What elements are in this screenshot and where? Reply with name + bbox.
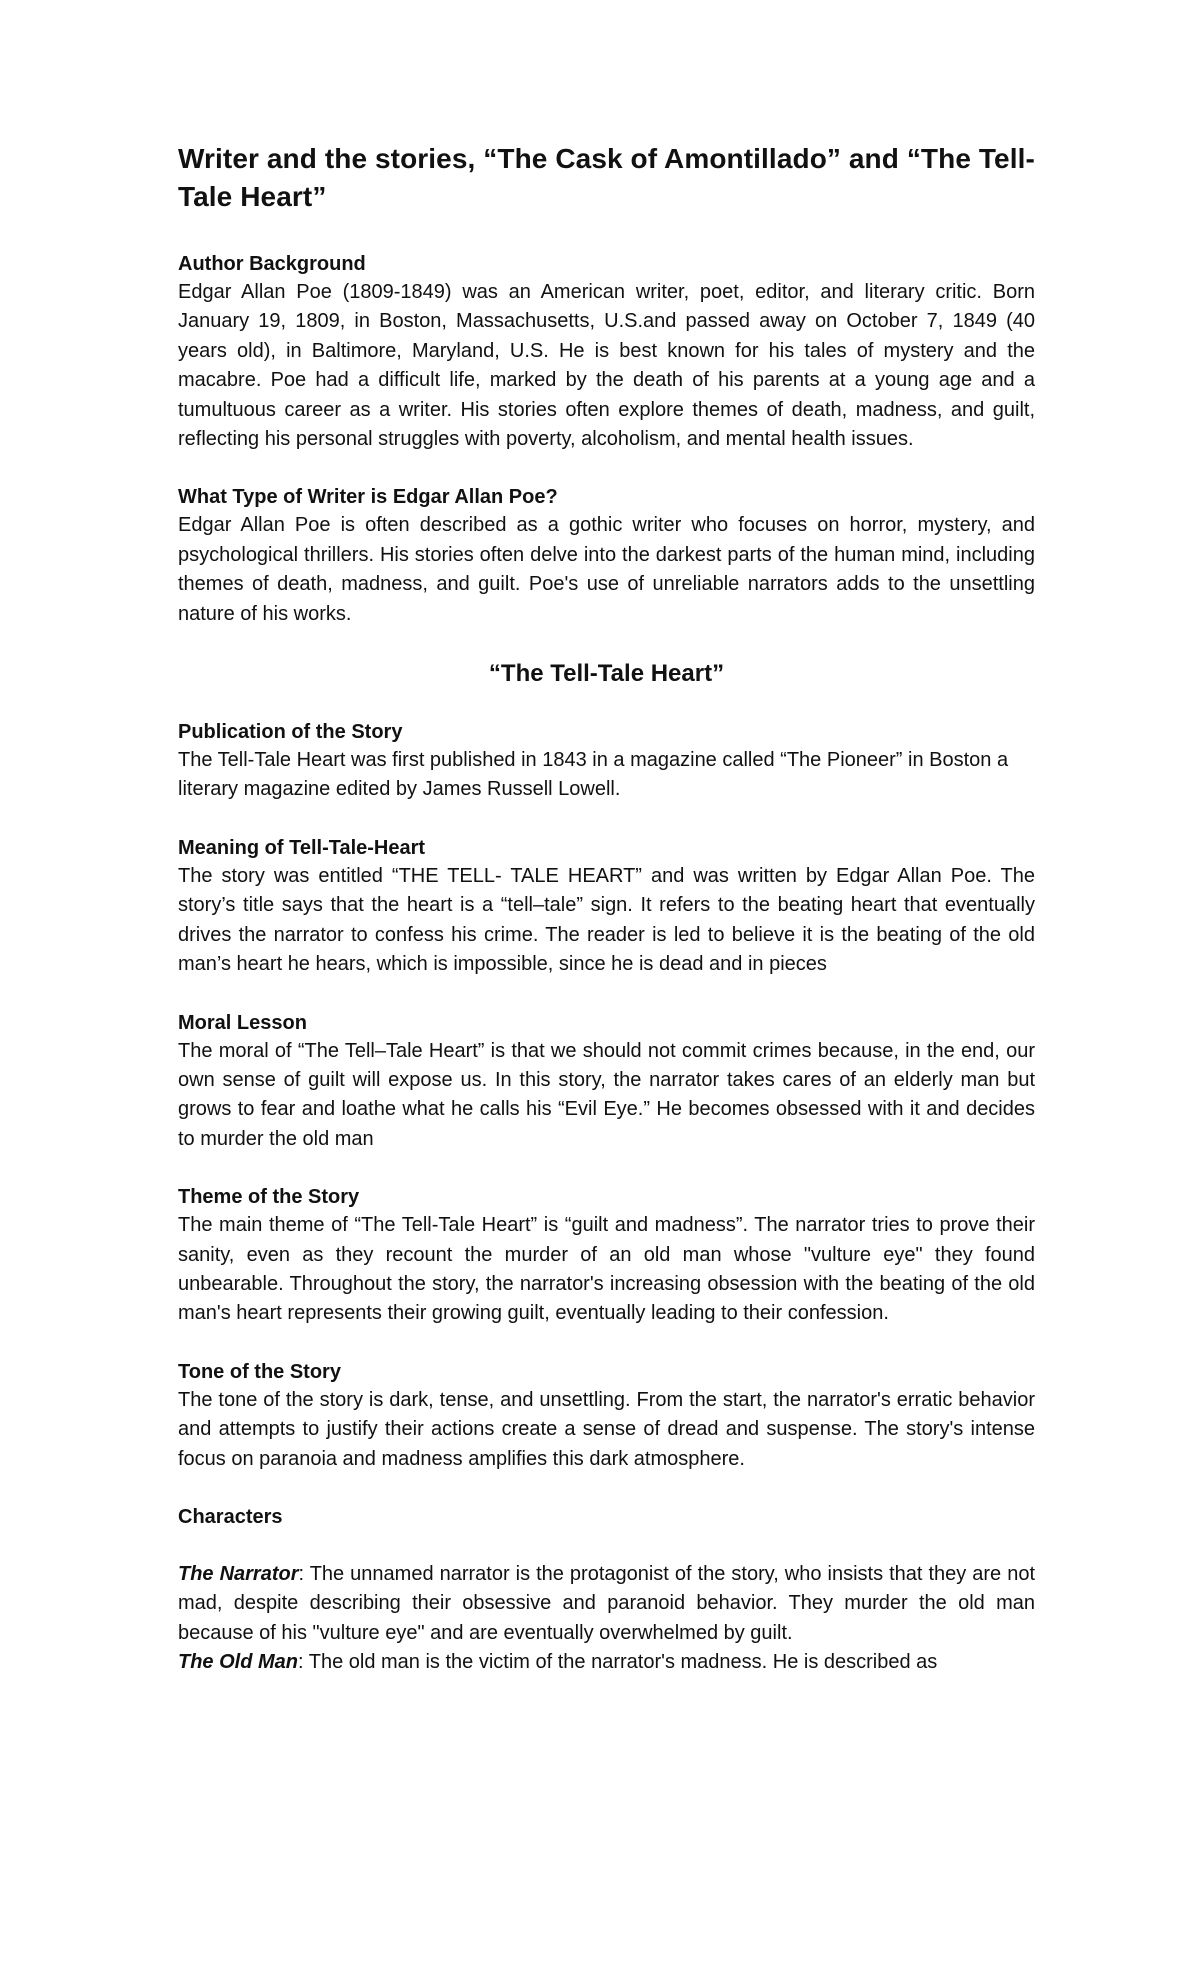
author-background-text: Edgar Allan Poe (1809-1849) was an American writer, poet, editor, and literary critic. Born January 19, 1809, in Boston, Massachusetts, U.S.and passed away on October 7, 1849 (40 years old), in Baltimore, Maryland, U.S. He is best known for his tales of mystery and the macabre. Poe had a difficult life, marked by the death of his parents at a young age and a tumultuous career as a writer. His stories often explore themes of death, madness, and guilt, reflecting his personal struggles with poverty, alcoholism, and mental health issues.: [178, 281, 1035, 451]
theme-text: The main theme of “The Tell-Tale Heart” is “guilt and madness”. The narrator tries to prove their sanity, even as they recount the murder of an old man whose "vulture eye" they found unbearable. Throughout the story, the narrator's increasing obsession with the beating of the old man's heart represents their growing guilt, eventually leading to their confession.: [178, 1214, 1035, 1325]
publication-heading: Publication of the Story: [178, 721, 403, 744]
author-background-heading: Author Background: [178, 253, 366, 275]
tone-section: [178, 1358, 1035, 1474]
writer-type-text: Edgar Allan Poe is often described as a gothic writer who focuses on horror, mystery, and psychological thrillers. His stories often delve into the darkest parts of the human mind, including themes of death, madness, and guilt. Poe's use of unreliable narrators adds to the unsettling nature of his works.: [178, 514, 1035, 625]
characters-heading: Characters: [178, 1505, 283, 1528]
meaning-heading: Meaning of Tell-Tale-Heart: [178, 836, 426, 859]
tone-text: The tone of the story is dark, tense, and unsettling. From the start, the narrator's erratic behavior and attempts to justify their actions create a sense of dread and suspense. The story's intense focus on paranoia and madness amplifies this dark atmosphere.: [178, 1388, 1035, 1470]
writer-type-section: [178, 483, 1035, 629]
publication-text: The Tell-Tale Heart was first published in 1843 in a magazine called “The Pioneer” in Boston a literary magazine edited by James Russell Lowell.: [178, 749, 1009, 801]
meaning-text: The story was entitled “THE TELL- TALE HEART” and was written by Edgar Allan Poe. The story’s title says that the heart is a “tell–tale” sign. It refers to the beating heart that eventually drives the narrator to confess his crime. The reader is led to believe it is the beating of the old man’s heart he hears, which is impossible, since he is dead and in pieces: [178, 864, 1035, 976]
story-title: “The Tell-Tale Heart”: [488, 660, 725, 688]
document-page: [178, 140, 1035, 1678]
characters-spacer: [178, 1531, 1035, 1560]
character-narrator-paragraph: [178, 1560, 1035, 1648]
moral-text: The moral of “The Tell–Tale Heart” is that we should not commit crimes because, in the end, our own sense of guilt will expose us. In this story, the narrator takes cares of an elderly man but grows to fear and loathe what he calls his “Evil Eye.” He becomes obsessed with it and decides to murder the old man: [178, 1039, 1035, 1150]
author-background-section: [178, 250, 1035, 454]
meaning-section: [178, 834, 1035, 980]
document-title: Writer and the stories, “The Cask of Amontillado” and “The Tell-Tale Heart”: [178, 143, 1035, 212]
theme-section: [178, 1183, 1035, 1329]
moral-heading: Moral Lesson: [178, 1011, 307, 1034]
tone-heading: Tone of the Story: [178, 1360, 341, 1383]
characters-section: [178, 1503, 1035, 1678]
character-old-man-paragraph: [178, 1648, 1035, 1677]
moral-section: [178, 1009, 1035, 1155]
character-old-man-name: The Old Man: [178, 1651, 298, 1674]
character-narrator-name: The Narrator: [178, 1562, 299, 1585]
publication-section: [178, 718, 1035, 805]
character-narrator-text: : The unnamed narrator is the protagonist of the story, who insists that they are not mad, despite describing their obsessive and paranoid behavior. They murder the old man because of his "vulture eye" and are eventually overwhelmed by guilt.: [178, 1562, 1035, 1644]
character-old-man-text: : The old man is the victim of the narrator's madness. He is described as: [298, 1651, 938, 1674]
writer-type-heading: What Type of Writer is Edgar Allan Poe?: [178, 486, 558, 509]
theme-heading: Theme of the Story: [178, 1186, 360, 1209]
